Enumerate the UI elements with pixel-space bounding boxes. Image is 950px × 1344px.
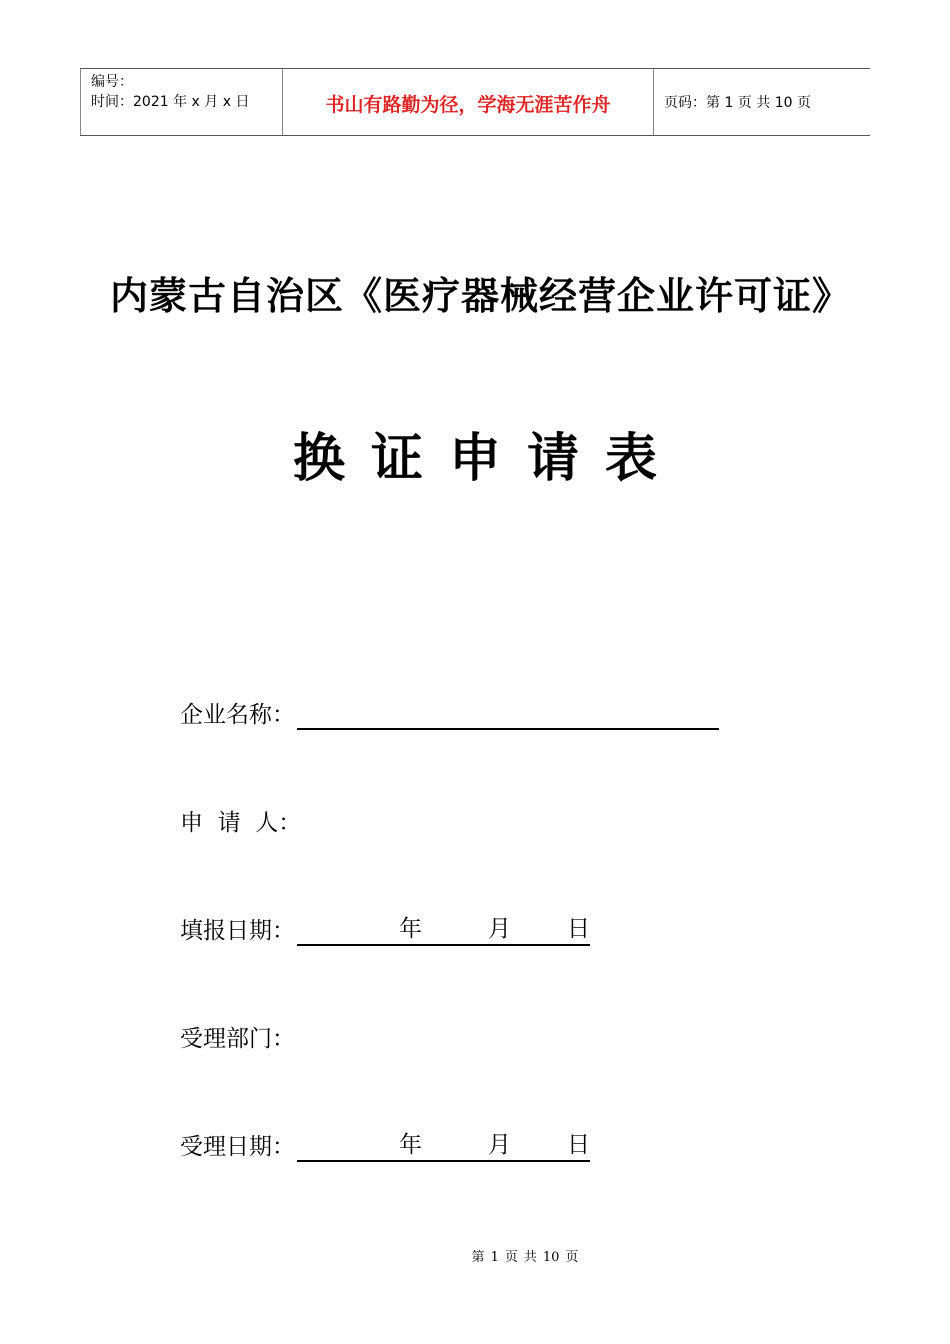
document-header xyxy=(80,68,870,136)
month-label: 月 xyxy=(488,916,511,942)
number-label: 编号： xyxy=(91,74,133,90)
footer-total-prefix: 共 xyxy=(523,1250,537,1265)
accept-dept-field xyxy=(180,1024,295,1054)
subtitle-char: 请 xyxy=(527,429,580,489)
company-name-label: 企业名称： xyxy=(180,702,295,728)
day-label: 日 xyxy=(567,1132,590,1158)
subtitle-char: 证 xyxy=(370,429,423,489)
applicant-field xyxy=(180,808,301,838)
fill-date-field xyxy=(180,916,590,946)
footer-page-number: 1 xyxy=(490,1250,499,1265)
subtitle-char: 申 xyxy=(448,429,501,489)
footer-total-pages: 10 xyxy=(542,1250,560,1265)
applicant-label: 申 请 人： xyxy=(180,810,302,836)
month-label: 月 xyxy=(488,1132,511,1158)
document-subtitle xyxy=(0,424,950,494)
document-title: 内蒙古自治区《医疗器械经营企业许可证》 xyxy=(110,274,852,318)
fill-date-label: 填报日期： xyxy=(180,918,295,944)
header-page-info: 页码：第 1 页 共 10 页 xyxy=(664,95,811,111)
header-meta-cell xyxy=(80,69,282,135)
accept-date-label: 受理日期： xyxy=(180,1134,295,1160)
subtitle-char: 换 xyxy=(292,429,345,489)
year-label: 年 xyxy=(399,916,422,942)
company-name-field xyxy=(180,700,719,730)
year-label: 年 xyxy=(399,1132,422,1158)
page-footer xyxy=(0,1246,950,1265)
header-motto: 书山有路勤为径，学海无涯苦作舟 xyxy=(282,69,654,135)
accept-date-field xyxy=(180,1132,590,1162)
fill-date-blank[interactable] xyxy=(297,916,590,946)
accept-dept-label: 受理部门： xyxy=(180,1026,295,1052)
company-name-blank[interactable] xyxy=(297,704,719,730)
time-label: 时间：2021 年 x 月 x 日 xyxy=(91,94,250,110)
accept-date-blank[interactable] xyxy=(297,1132,590,1162)
footer-total-word: 页 xyxy=(565,1250,579,1265)
footer-page-prefix: 第 xyxy=(471,1250,485,1265)
day-label: 日 xyxy=(567,916,590,942)
footer-page-word: 页 xyxy=(504,1250,518,1265)
subtitle-char: 表 xyxy=(605,429,658,489)
